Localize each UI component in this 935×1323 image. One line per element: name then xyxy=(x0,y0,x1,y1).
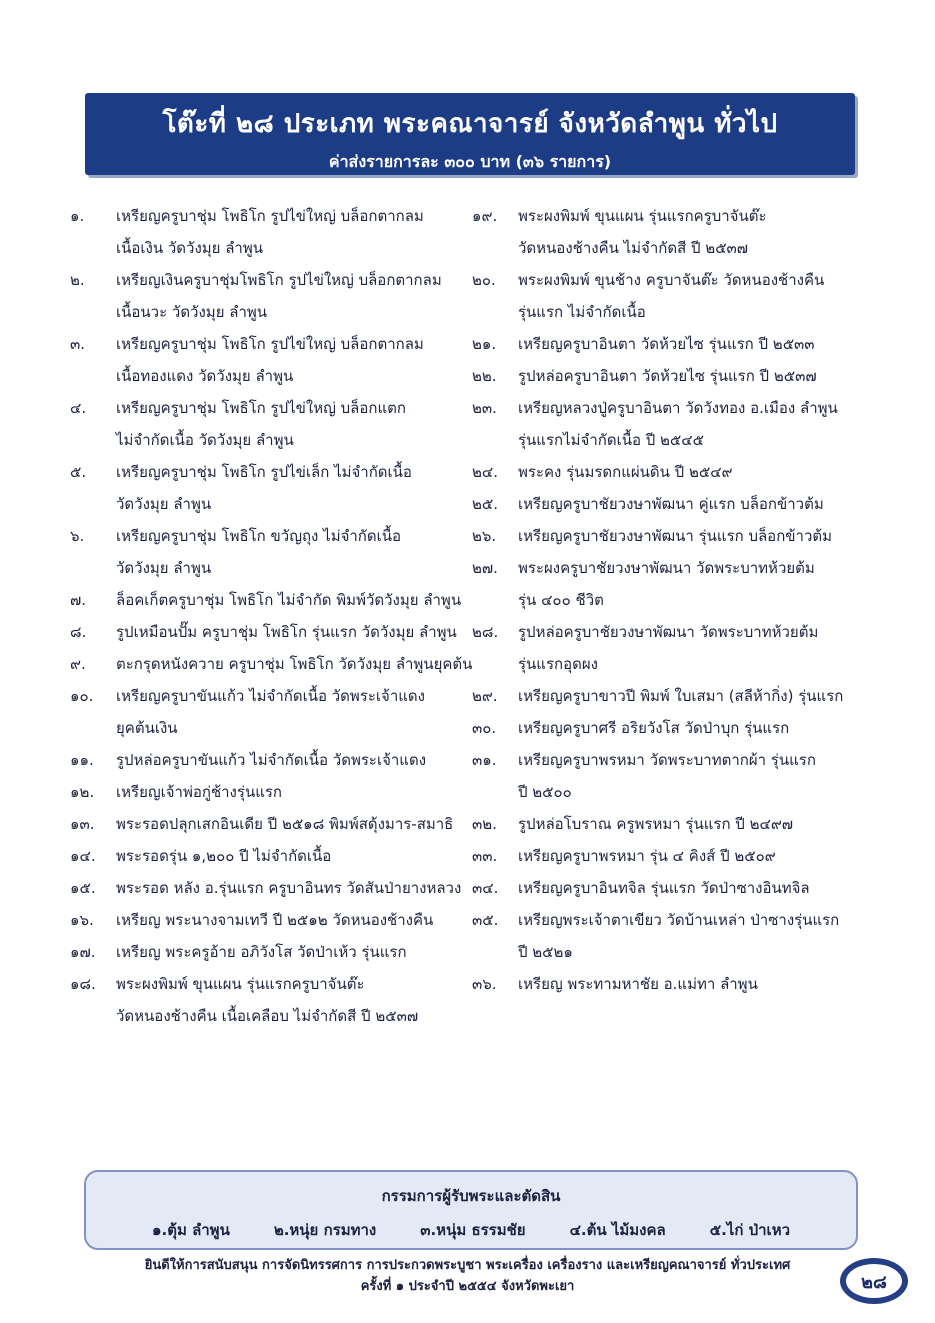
item-number: ๑๕. xyxy=(70,879,96,897)
table-header-banner xyxy=(85,93,855,175)
page-number: ๒๘ xyxy=(846,1264,902,1298)
list-item xyxy=(472,840,892,872)
item-line: เหรียญครูบาชุ่ม โพธิโก รูปไข่ใหญ่ บล็อกตากลม xyxy=(116,335,424,353)
item-line: ตะกรุดหนังควาย ครูบาชุ่ม โพธิโก วัดวังมุย ลำพูนยุคต้น xyxy=(116,655,473,673)
item-number: ๓๓. xyxy=(472,847,498,865)
item-line: เหรียญ พระครูอ้าย อภิวังโส วัดป่าเห้ว รุ่นแรก xyxy=(116,943,407,961)
item-number: ๓๖. xyxy=(472,975,497,993)
committee-member: ๕.ไก่ ป่าเหว xyxy=(709,1221,790,1239)
item-line: รุ่นแรก ไม่จำกัดเนื้อ xyxy=(518,303,646,321)
page-number-badge xyxy=(840,1258,908,1304)
item-line: เหรียญครูบาชุ่ม โพธิโก รูปไข่ใหญ่ บล็อกแตก xyxy=(116,399,406,417)
item-text xyxy=(116,328,470,392)
item-text xyxy=(116,392,470,456)
item-number: ๒๓. xyxy=(472,399,497,417)
list-item xyxy=(472,360,892,392)
item-line: รูปหล่อครูบาชัยวงษาพัฒนา วัดพระบาทห้วยต้ม xyxy=(518,623,819,641)
item-line: รูปหล่อครูบาอินตา วัดห้วยไซ รุ่นแรก ปี ๒๕๓๗ xyxy=(518,367,817,385)
item-number: ๓๑. xyxy=(472,751,497,769)
item-number: ๑๖. xyxy=(70,911,94,929)
item-text xyxy=(518,456,892,488)
item-line: รุ่น ๔๐๐ ชีวิต xyxy=(518,591,604,609)
item-text xyxy=(518,488,892,520)
item-line: เหรียญหลวงปู่ครูบาอินตา วัดวังทอง อ.เมือง ลำพูน xyxy=(518,399,838,417)
footer-text xyxy=(0,1255,935,1297)
item-line: พระรอด หลัง อ.รุ่นแรก ครูบาอินทร วัดสันป่ายางหลวง xyxy=(116,879,462,897)
item-line: เหรียญครูบาชุ่ม โพธิโก รูปไข่เล็ก ไม่จำกัดเนื้อ xyxy=(116,463,412,481)
item-number: ๕. xyxy=(70,463,87,481)
list-item xyxy=(70,456,470,520)
item-text xyxy=(518,968,892,1000)
committee-member: ๑.ตุ้ม ลำพูน xyxy=(152,1221,230,1239)
right-item-list xyxy=(472,200,892,1000)
list-item xyxy=(70,264,470,328)
item-text xyxy=(518,904,892,968)
item-text xyxy=(116,872,470,904)
item-number: ๒๗. xyxy=(472,559,498,577)
item-line: วัดวังมุย ลำพูน xyxy=(116,559,212,577)
item-line: วัดหนองช้างคืน เนื้อเคลือบ ไม่จำกัดสี ปี ๒๕๓๗ xyxy=(116,1007,419,1025)
item-line: เนื้อนวะ วัดวังมุย ลำพูน xyxy=(116,303,268,321)
item-line: เนื้อทองแดง วัดวังมุย ลำพูน xyxy=(116,367,294,385)
item-line: ไม่จำกัดเนื้อ วัดวังมุย ลำพูน xyxy=(116,431,294,449)
item-text xyxy=(116,744,470,776)
item-number: ๔. xyxy=(70,399,87,417)
list-item xyxy=(472,392,892,456)
item-line: เหรียญครูบาพรหมา วัดพระบาทตากผ้า รุ่นแรก xyxy=(518,751,816,769)
list-item xyxy=(70,744,470,776)
committee-members xyxy=(86,1218,856,1242)
item-line: เหรียญเงินครูบาชุ่มโพธิโก รูปไข่ใหญ่ บล็อกตากลม xyxy=(116,271,442,289)
footer-line-1: ยินดีให้การสนับสนุน การจัดนิทรรศการ การประกวดพระบูชา พระเครื่อง เครื่องราง และเหรียญคณาจารย์ ทั่วประเทศ xyxy=(144,1258,791,1273)
item-line: พระผงพิมพ์ ขุนแผน รุ่นแรกครูบาจันต๊ะ xyxy=(518,207,767,225)
item-number: ๘. xyxy=(70,623,87,641)
footer-line-2: ครั้งที่ ๑ ประจำปี ๒๕๕๔ จังหวัดพะเยา xyxy=(360,1279,575,1294)
item-text xyxy=(116,936,470,968)
item-line: เหรียญครูบาขันแก้ว ไม่จำกัดเนื้อ วัดพระเจ้าแดง xyxy=(116,687,425,705)
page-subtitle: ค่าส่งรายการละ ๓๐๐ บาท (๓๖ รายการ) xyxy=(328,152,612,171)
committee-box xyxy=(84,1170,858,1250)
item-text xyxy=(518,200,892,264)
item-number: ๒๑. xyxy=(472,335,497,353)
item-text xyxy=(518,712,892,744)
item-line: เหรียญเจ้าพ่อกู่ช้างรุ่นแรก xyxy=(116,783,283,801)
item-number: ๒๙. xyxy=(472,687,498,705)
committee-title: กรรมการผู้รับพระและตัดสิน xyxy=(381,1187,561,1205)
left-item-list xyxy=(70,200,473,1032)
item-line: เหรียญครูบาชัยวงษาพัฒนา รุ่นแรก บล็อกข้าวต้ม xyxy=(518,527,833,545)
item-line: เหรียญครูบาพรหมา รุ่น ๔ คิงส์ ปี ๒๕๐๙ xyxy=(518,847,776,865)
list-item xyxy=(70,968,470,1032)
item-text xyxy=(116,264,470,328)
committee-member: ๓.หนุ่ม ธรรมชัย xyxy=(420,1221,526,1239)
item-text xyxy=(116,648,472,680)
item-text xyxy=(518,680,892,712)
list-item xyxy=(472,488,892,520)
list-item xyxy=(70,200,470,264)
item-line: เหรียญ พระนางจามเทวี ปี ๒๕๑๒ วัดหนองช้างคืน xyxy=(116,911,434,929)
list-item xyxy=(70,392,470,456)
committee-member: ๒.หนุ่ย กรมทาง xyxy=(273,1221,377,1239)
list-item xyxy=(70,616,470,648)
item-text xyxy=(518,840,892,872)
list-item xyxy=(472,616,892,680)
item-line: เนื้อเงิน วัดวังมุย ลำพูน xyxy=(116,239,263,257)
list-item xyxy=(472,968,892,1000)
list-item xyxy=(472,808,892,840)
list-item xyxy=(70,520,470,584)
item-text xyxy=(518,392,892,456)
item-line: พระผงครูบาชัยวงษาพัฒนา วัดพระบาทห้วยต้ม xyxy=(518,559,815,577)
item-number: ๒๕. xyxy=(472,495,499,513)
list-item xyxy=(472,456,892,488)
item-number: ๑๘. xyxy=(70,975,96,993)
item-number: ๑๗. xyxy=(70,943,96,961)
item-text xyxy=(116,200,470,264)
item-text xyxy=(518,872,892,904)
item-line: เหรียญครูบาชุ่ม โพธิโก รูปไข่ใหญ่ บล็อกตากลม xyxy=(116,207,424,225)
item-text xyxy=(116,520,470,584)
item-number: ๑๔. xyxy=(70,847,96,865)
item-text xyxy=(518,744,892,808)
list-item xyxy=(472,328,892,360)
item-line: เหรียญครูบาอินทจิล รุ่นแรก วัดป่าซางอินทจิล xyxy=(518,879,810,897)
item-number: ๒๐. xyxy=(472,271,496,289)
item-text xyxy=(116,456,470,520)
item-text xyxy=(518,616,892,680)
item-text xyxy=(518,520,892,552)
page-title: โต๊ะที่ ๒๘ ประเภท พระคณาจารย์ จังหวัดลำพูน ทั่วไป xyxy=(162,109,778,139)
item-number: ๓๔. xyxy=(472,879,499,897)
item-number: ๑๑. xyxy=(70,751,94,769)
item-text xyxy=(116,680,470,744)
list-item xyxy=(70,328,470,392)
committee-member: ๔.ต้น ไม้มงคล xyxy=(569,1221,666,1239)
item-text xyxy=(518,360,892,392)
item-line: เหรียญครูบาชุ่ม โพธิโก ขวัญถุง ไม่จำกัดเนื้อ xyxy=(116,527,402,545)
item-line: รูปหล่อครูบาขันแก้ว ไม่จำกัดเนื้อ วัดพระเจ้าแดง xyxy=(116,751,427,769)
item-text xyxy=(116,904,470,936)
item-line: รุ่นแรกอุดผง xyxy=(518,655,598,673)
item-line: พระรอดปลุกเสกอินเดีย ปี ๒๕๑๘ พิมพ์สดุ้งมาร-สมาธิ xyxy=(116,815,454,833)
list-item xyxy=(472,680,892,712)
item-number: ๒๖. xyxy=(472,527,497,545)
item-number: ๒๘. xyxy=(472,623,499,641)
item-number: ๓๕. xyxy=(472,911,499,929)
item-number: ๙. xyxy=(70,655,86,673)
list-item xyxy=(70,680,470,744)
item-number: ๓๒. xyxy=(472,815,497,833)
item-line: พระรอดรุ่น ๑,๒๐๐ ปี ไม่จำกัดเนื้อ xyxy=(116,847,332,865)
item-number: ๑๐. xyxy=(70,687,94,705)
list-item xyxy=(70,872,470,904)
item-line: รูปเหมือนปั๊ม ครูบาชุ่ม โพธิโก รุ่นแรก วัดวังมุย ลำพูน xyxy=(116,623,457,641)
item-number: ๓. xyxy=(70,335,86,353)
item-text xyxy=(116,776,470,808)
item-number: ๒๒. xyxy=(472,367,497,385)
list-item xyxy=(70,776,470,808)
item-line: เหรียญครูบาอินตา วัดห้วยไซ รุ่นแรก ปี ๒๕๓๓ xyxy=(518,335,815,353)
list-item xyxy=(70,808,470,840)
list-item xyxy=(472,552,892,616)
list-item xyxy=(472,744,892,808)
list-item xyxy=(70,648,473,680)
item-text xyxy=(518,264,892,328)
item-line: พระผงพิมพ์ ขุนช้าง ครูบาจันต๊ะ วัดหนองช้างคืน xyxy=(518,271,825,289)
item-line: เหรียญครูบาขาวปี พิมพ์ ใบเสมา (สลีห้ากิ่ง) รุ่นแรก xyxy=(518,687,844,705)
list-item xyxy=(70,936,470,968)
item-line: ปี ๒๕๐๐ xyxy=(518,783,572,801)
list-item xyxy=(472,904,892,968)
item-line: ยุคต้นเงิน xyxy=(116,719,178,737)
item-number: ๒. xyxy=(70,271,85,289)
item-line: รุ่นแรกไม่จำกัดเนื้อ ปี ๒๕๔๕ xyxy=(518,431,704,449)
item-number: ๑๓. xyxy=(70,815,95,833)
item-line: เหรียญครูบาชัยวงษาพัฒนา คู่แรก บล็อกข้าวต้ม xyxy=(518,495,824,513)
item-number: ๑๒. xyxy=(70,783,95,801)
item-line: ปี ๒๕๒๑ xyxy=(518,943,573,961)
item-text xyxy=(116,808,470,840)
list-item xyxy=(472,872,892,904)
item-number: ๑๙. xyxy=(472,207,498,225)
item-number: ๑. xyxy=(70,207,85,225)
list-item xyxy=(70,584,470,616)
item-text xyxy=(116,968,470,1032)
item-number: ๗. xyxy=(70,591,87,609)
item-text xyxy=(116,584,470,616)
item-number: ๖. xyxy=(70,527,85,545)
list-item xyxy=(70,904,470,936)
list-item xyxy=(70,840,470,872)
item-line: เหรียญครูบาศรี อริยวังโส วัดป่าบุก รุ่นแรก xyxy=(518,719,790,737)
item-line: พระผงพิมพ์ ขุนแผน รุ่นแรกครูบาจันต๊ะ xyxy=(116,975,365,993)
item-line: วัดวังมุย ลำพูน xyxy=(116,495,212,513)
item-line: พระคง รุ่นมรดกแผ่นดิน ปี ๒๕๔๙ xyxy=(518,463,733,481)
item-text xyxy=(518,552,892,616)
item-text xyxy=(518,328,892,360)
item-text xyxy=(116,616,470,648)
item-text xyxy=(518,808,892,840)
list-item xyxy=(472,200,892,264)
item-line: ล็อคเก็ตครูบาชุ่ม โพธิโก ไม่จำกัด พิมพ์วัดวังมุย ลำพูน xyxy=(116,591,462,609)
list-item xyxy=(472,520,892,552)
item-number: ๓๐. xyxy=(472,719,497,737)
item-text xyxy=(116,840,470,872)
item-line: เหรียญ พระทามหาชัย อ.แม่ทา ลำพูน xyxy=(518,975,758,993)
list-item xyxy=(472,264,892,328)
list-item xyxy=(472,712,892,744)
item-line: วัดหนองช้างคืน ไม่จำกัดสี ปี ๒๕๓๗ xyxy=(518,239,749,257)
item-number: ๒๔. xyxy=(472,463,499,481)
item-line: รูปหล่อโบราณ ครูพรหมา รุ่นแรก ปี ๒๔๙๗ xyxy=(518,815,794,833)
item-line: เหรียญพระเจ้าตาเขียว วัดบ้านเหล่า ป่าซางรุ่นแรก xyxy=(518,911,840,929)
